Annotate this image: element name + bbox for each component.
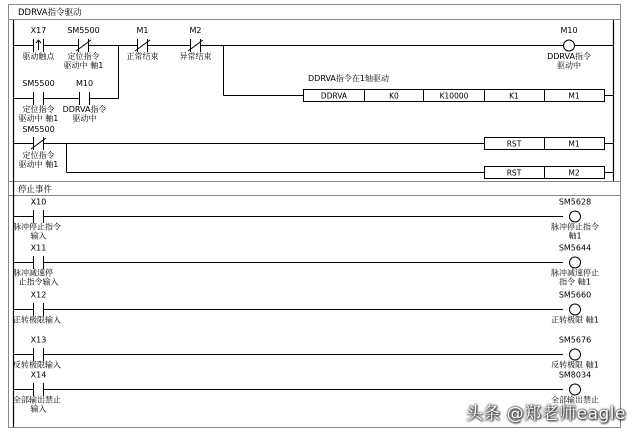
contact-sm5500-branch-device: SM5500 bbox=[22, 79, 55, 88]
coil-sm5644-comment-2: 指令 軸1 bbox=[559, 277, 591, 287]
contact-x12-comment-1: 正转极限输入 bbox=[13, 315, 61, 325]
coil-sm8034-device: SM8034 bbox=[558, 370, 592, 380]
instruction-comment: DDRVA指令在1轴驱动 bbox=[308, 74, 389, 83]
contact-m1-comment: 正常结束 bbox=[126, 52, 159, 61]
coil-sm5628-comment-2: 軸1 bbox=[568, 231, 582, 241]
coil-m10-device: M10 bbox=[560, 26, 578, 35]
coil-sm5676-device: SM5676 bbox=[558, 335, 592, 345]
contact-sm5500-comment-1: 定位指令 bbox=[67, 52, 100, 61]
contact-x10-comment-1: 脉冲停止指令 bbox=[13, 222, 61, 232]
contact-x11-device: X11 bbox=[30, 243, 47, 253]
section-title-stop: 停止事件 bbox=[18, 185, 53, 195]
coil-sm5660 bbox=[570, 304, 581, 315]
coil-sm5628 bbox=[570, 211, 581, 222]
contact-sm5500-rst-comment-2: 驱动中 軸1 bbox=[18, 160, 59, 169]
coil-sm5676-comment-1: 反转极限 軸1 bbox=[551, 360, 599, 370]
contact-sm5500-comment-2: 驱动中 軸1 bbox=[63, 61, 104, 70]
contact-x12-device: X12 bbox=[30, 290, 47, 300]
contact-m2-device: M2 bbox=[189, 26, 202, 35]
rst-1-op: RST bbox=[506, 139, 522, 149]
contact-sm5500-branch-comment-1: 定位指令 bbox=[22, 105, 55, 114]
contact-sm5500-device: SM5500 bbox=[67, 26, 100, 35]
contact-x14-comment-2: 输入 bbox=[30, 404, 47, 414]
contact-x11-comment-1: 脉冲减速停 bbox=[13, 268, 53, 278]
rst-2-op: RST bbox=[506, 168, 522, 178]
rst-2-arg: M2 bbox=[568, 168, 580, 178]
section-title-ddrva: DDRVA指令驱动 bbox=[18, 8, 82, 18]
coil-sm5644-device: SM5644 bbox=[558, 243, 592, 253]
contact-x11-comment-2: 止指令输入 bbox=[18, 277, 59, 287]
coil-sm5644 bbox=[570, 257, 581, 268]
rst-1-arg: M1 bbox=[568, 139, 580, 149]
coil-sm8034-comment-1: 全部输出禁止 bbox=[551, 395, 599, 405]
instruction-arg-1: K0 bbox=[389, 91, 399, 101]
instruction-arg-4: M1 bbox=[568, 91, 580, 101]
instruction-arg-2: K10000 bbox=[439, 91, 469, 101]
coil-m10-comment-2: 驱动中 bbox=[557, 61, 581, 70]
contact-x17-device: X17 bbox=[30, 26, 47, 35]
coil-sm8034 bbox=[570, 384, 581, 395]
coil-m10-comment-1: DDRVA指令 bbox=[547, 52, 591, 61]
coil-sm5628-comment-1: 脉冲停止指令 bbox=[551, 222, 599, 232]
coil-sm5660-comment-1: 正转极限 軸1 bbox=[551, 315, 599, 325]
coil-sm5628-device: SM5628 bbox=[558, 197, 592, 207]
coil-sm5676 bbox=[570, 349, 581, 360]
contact-m10-branch-comment-2: 驱动中 bbox=[72, 114, 97, 123]
contact-sm5500-rst-device: SM5500 bbox=[22, 125, 55, 134]
contact-sm5500-branch-comment-2: 驱动中 軸1 bbox=[18, 114, 59, 123]
coil-sm5660-device: SM5660 bbox=[558, 290, 592, 300]
contact-m10-branch-comment-1: DDRVA指令 bbox=[62, 105, 107, 114]
contact-x14-device: X14 bbox=[30, 370, 47, 380]
contact-x17-comment: 驱动触点 bbox=[22, 52, 55, 61]
instruction-op: DDRVA bbox=[320, 91, 348, 101]
watermark: 头条 @郑老师eagle bbox=[465, 404, 626, 424]
contact-x10-device: X10 bbox=[30, 197, 47, 207]
contact-m10-branch-device: M10 bbox=[75, 79, 94, 88]
contact-x13-device: X13 bbox=[30, 335, 47, 345]
instruction-arg-3: K1 bbox=[509, 91, 519, 101]
contact-sm5500-rst-comment-1: 定位指令 bbox=[22, 151, 55, 160]
contact-m2-comment: 异常结束 bbox=[179, 52, 212, 61]
contact-x10-comment-2: 输入 bbox=[30, 231, 47, 241]
contact-x13-comment-1: 反转极限输入 bbox=[13, 360, 61, 370]
coil-sm5644-comment-1: 脉冲减速停止 bbox=[551, 268, 599, 278]
contact-m1-device: M1 bbox=[136, 26, 149, 35]
contact-x14-comment-1: 全部输出禁止 bbox=[13, 395, 61, 405]
